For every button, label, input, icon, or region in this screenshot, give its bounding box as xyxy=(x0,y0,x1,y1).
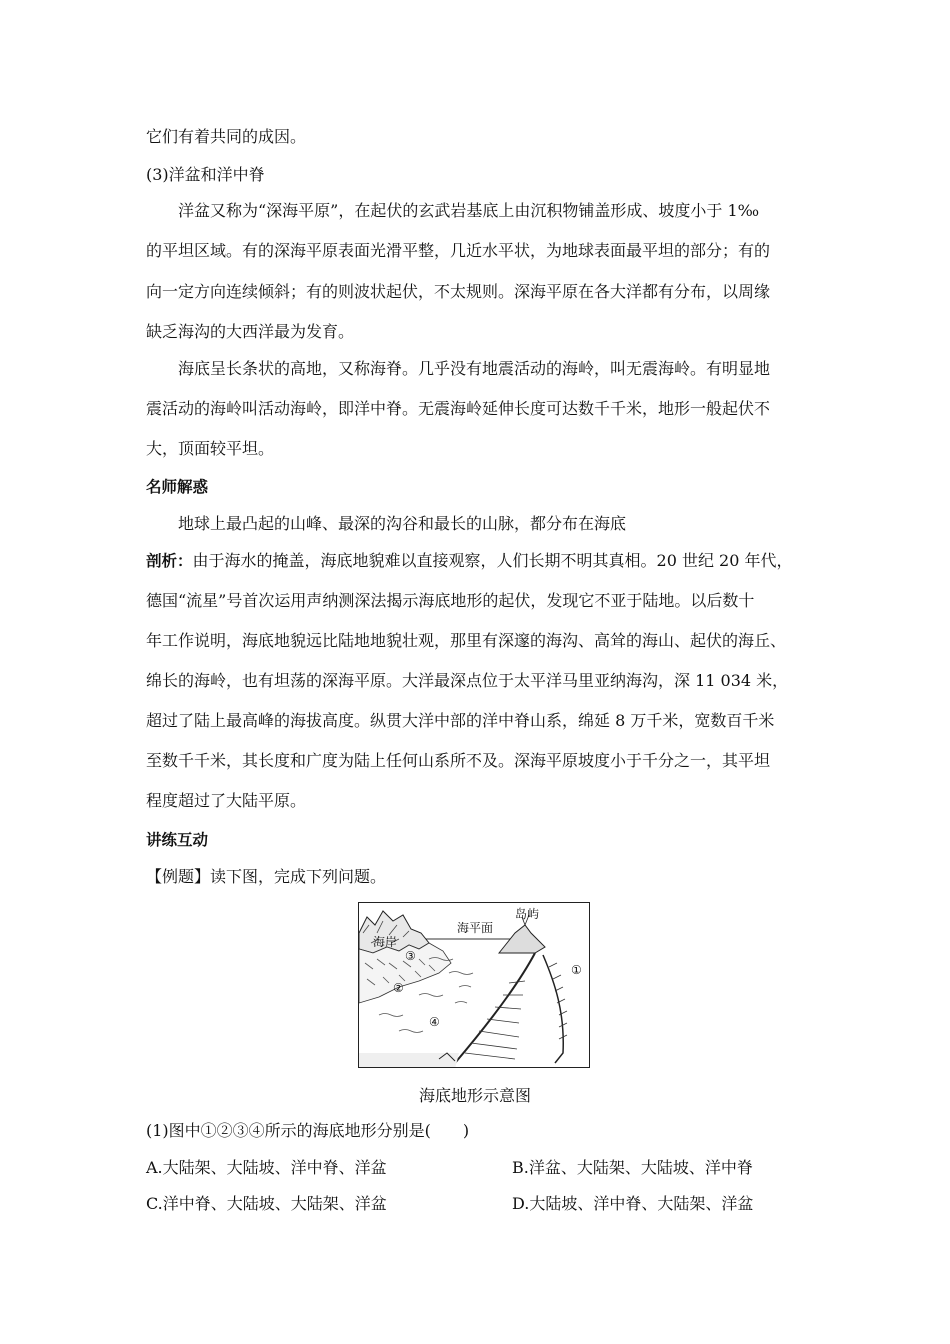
teacher-statement: 地球上最凸起的山峰、最深的沟谷和最长的山脉，都分布在海底 xyxy=(178,514,627,533)
marker-1: ① xyxy=(571,963,582,977)
analysis-text: 由于海水的掩盖，海底地貌难以直接观察，人们长期不明其真相。20 世纪 20 年代， xyxy=(192,551,793,570)
label-coast: 海岸 xyxy=(373,935,398,949)
label-island: 岛屿 xyxy=(515,907,540,921)
analysis-line: 年工作说明，海底地貌远比陆地地貌壮观，那里有深邃的海沟、高耸的海山、起伏的海丘、 xyxy=(146,631,787,650)
paragraph-line: 它们有着共同的成因。 xyxy=(146,127,307,146)
paragraph-line: 的平坦区域。有的深海平原表面光滑平整，几近水平状，为地球表面最平坦的部分；有的 xyxy=(146,241,771,260)
section-heading-teacher: 名师解惑 xyxy=(146,478,209,496)
option-c[interactable]: C.洋中脊、大陆坡、大陆架、洋盆 xyxy=(146,1194,387,1213)
marker-3: ③ xyxy=(405,949,416,963)
marker-4: ④ xyxy=(429,1015,440,1029)
seafloor-diagram xyxy=(358,902,590,1068)
analysis-line: 至数千千米，其长度和广度为陆上任何山系所不及。深海平原坡度小于千分之一，其平坦 xyxy=(146,751,771,770)
marker-2: ② xyxy=(393,981,404,995)
section-heading-practice: 讲练互动 xyxy=(146,831,209,849)
subheading: (3)洋盆和洋中脊 xyxy=(146,165,265,184)
analysis-line xyxy=(146,550,793,572)
figure-caption: 海底地形示意图 xyxy=(418,1086,531,1105)
paragraph-line: 震活动的海岭叫活动海岭，即洋中脊。无震海岭延伸长度可达数千千米，地形一般起伏不 xyxy=(146,399,771,418)
option-d[interactable]: D.大陆坡、洋中脊、大陆架、洋盆 xyxy=(512,1194,754,1213)
paragraph-line: 海底呈长条状的高地，又称海脊。几乎没有地震活动的海岭，叫无震海岭。有明显地 xyxy=(178,359,771,378)
analysis-label: 剖析： xyxy=(146,552,193,570)
question-stem: (1)图中①②③④所示的海底地形分别是( ) xyxy=(146,1121,470,1140)
label-sea-level: 海平面 xyxy=(457,921,494,935)
paragraph-line: 缺乏海沟的大西洋最为发育。 xyxy=(146,322,355,341)
paragraph-line: 大，顶面较平坦。 xyxy=(146,439,275,458)
analysis-line: 绵长的海岭，也有坦荡的深海平原。大洋最深点位于太平洋马里亚纳海沟，深 11 034 米， xyxy=(146,671,789,690)
example-intro: 【例题】读下图，完成下列问题。 xyxy=(146,867,387,886)
analysis-line: 程度超过了大陆平原。 xyxy=(146,791,307,810)
option-a[interactable]: A.大陆架、大陆坡、洋中脊、洋盆 xyxy=(146,1158,387,1177)
analysis-line: 德国“流星”号首次运用声纳测深法揭示海底地形的起伏，发现它不亚于陆地。以后数十 xyxy=(146,591,755,610)
paragraph-line: 洋盆又称为“深海平原”，在起伏的玄武岩基底上由沉积物铺盖形成、坡度小于 1‰ xyxy=(178,201,760,220)
analysis-line: 超过了陆上最高峰的海拔高度。纵贯大洋中部的洋中脊山系，绵延 8 万千米，宽数百千米 xyxy=(146,711,775,730)
option-b[interactable]: B.洋盆、大陆架、大陆坡、洋中脊 xyxy=(512,1158,753,1177)
paragraph-line: 向一定方向连续倾斜；有的则波状起伏，不太规则。深海平原在各大洋都有分布，以周缘 xyxy=(146,282,771,301)
